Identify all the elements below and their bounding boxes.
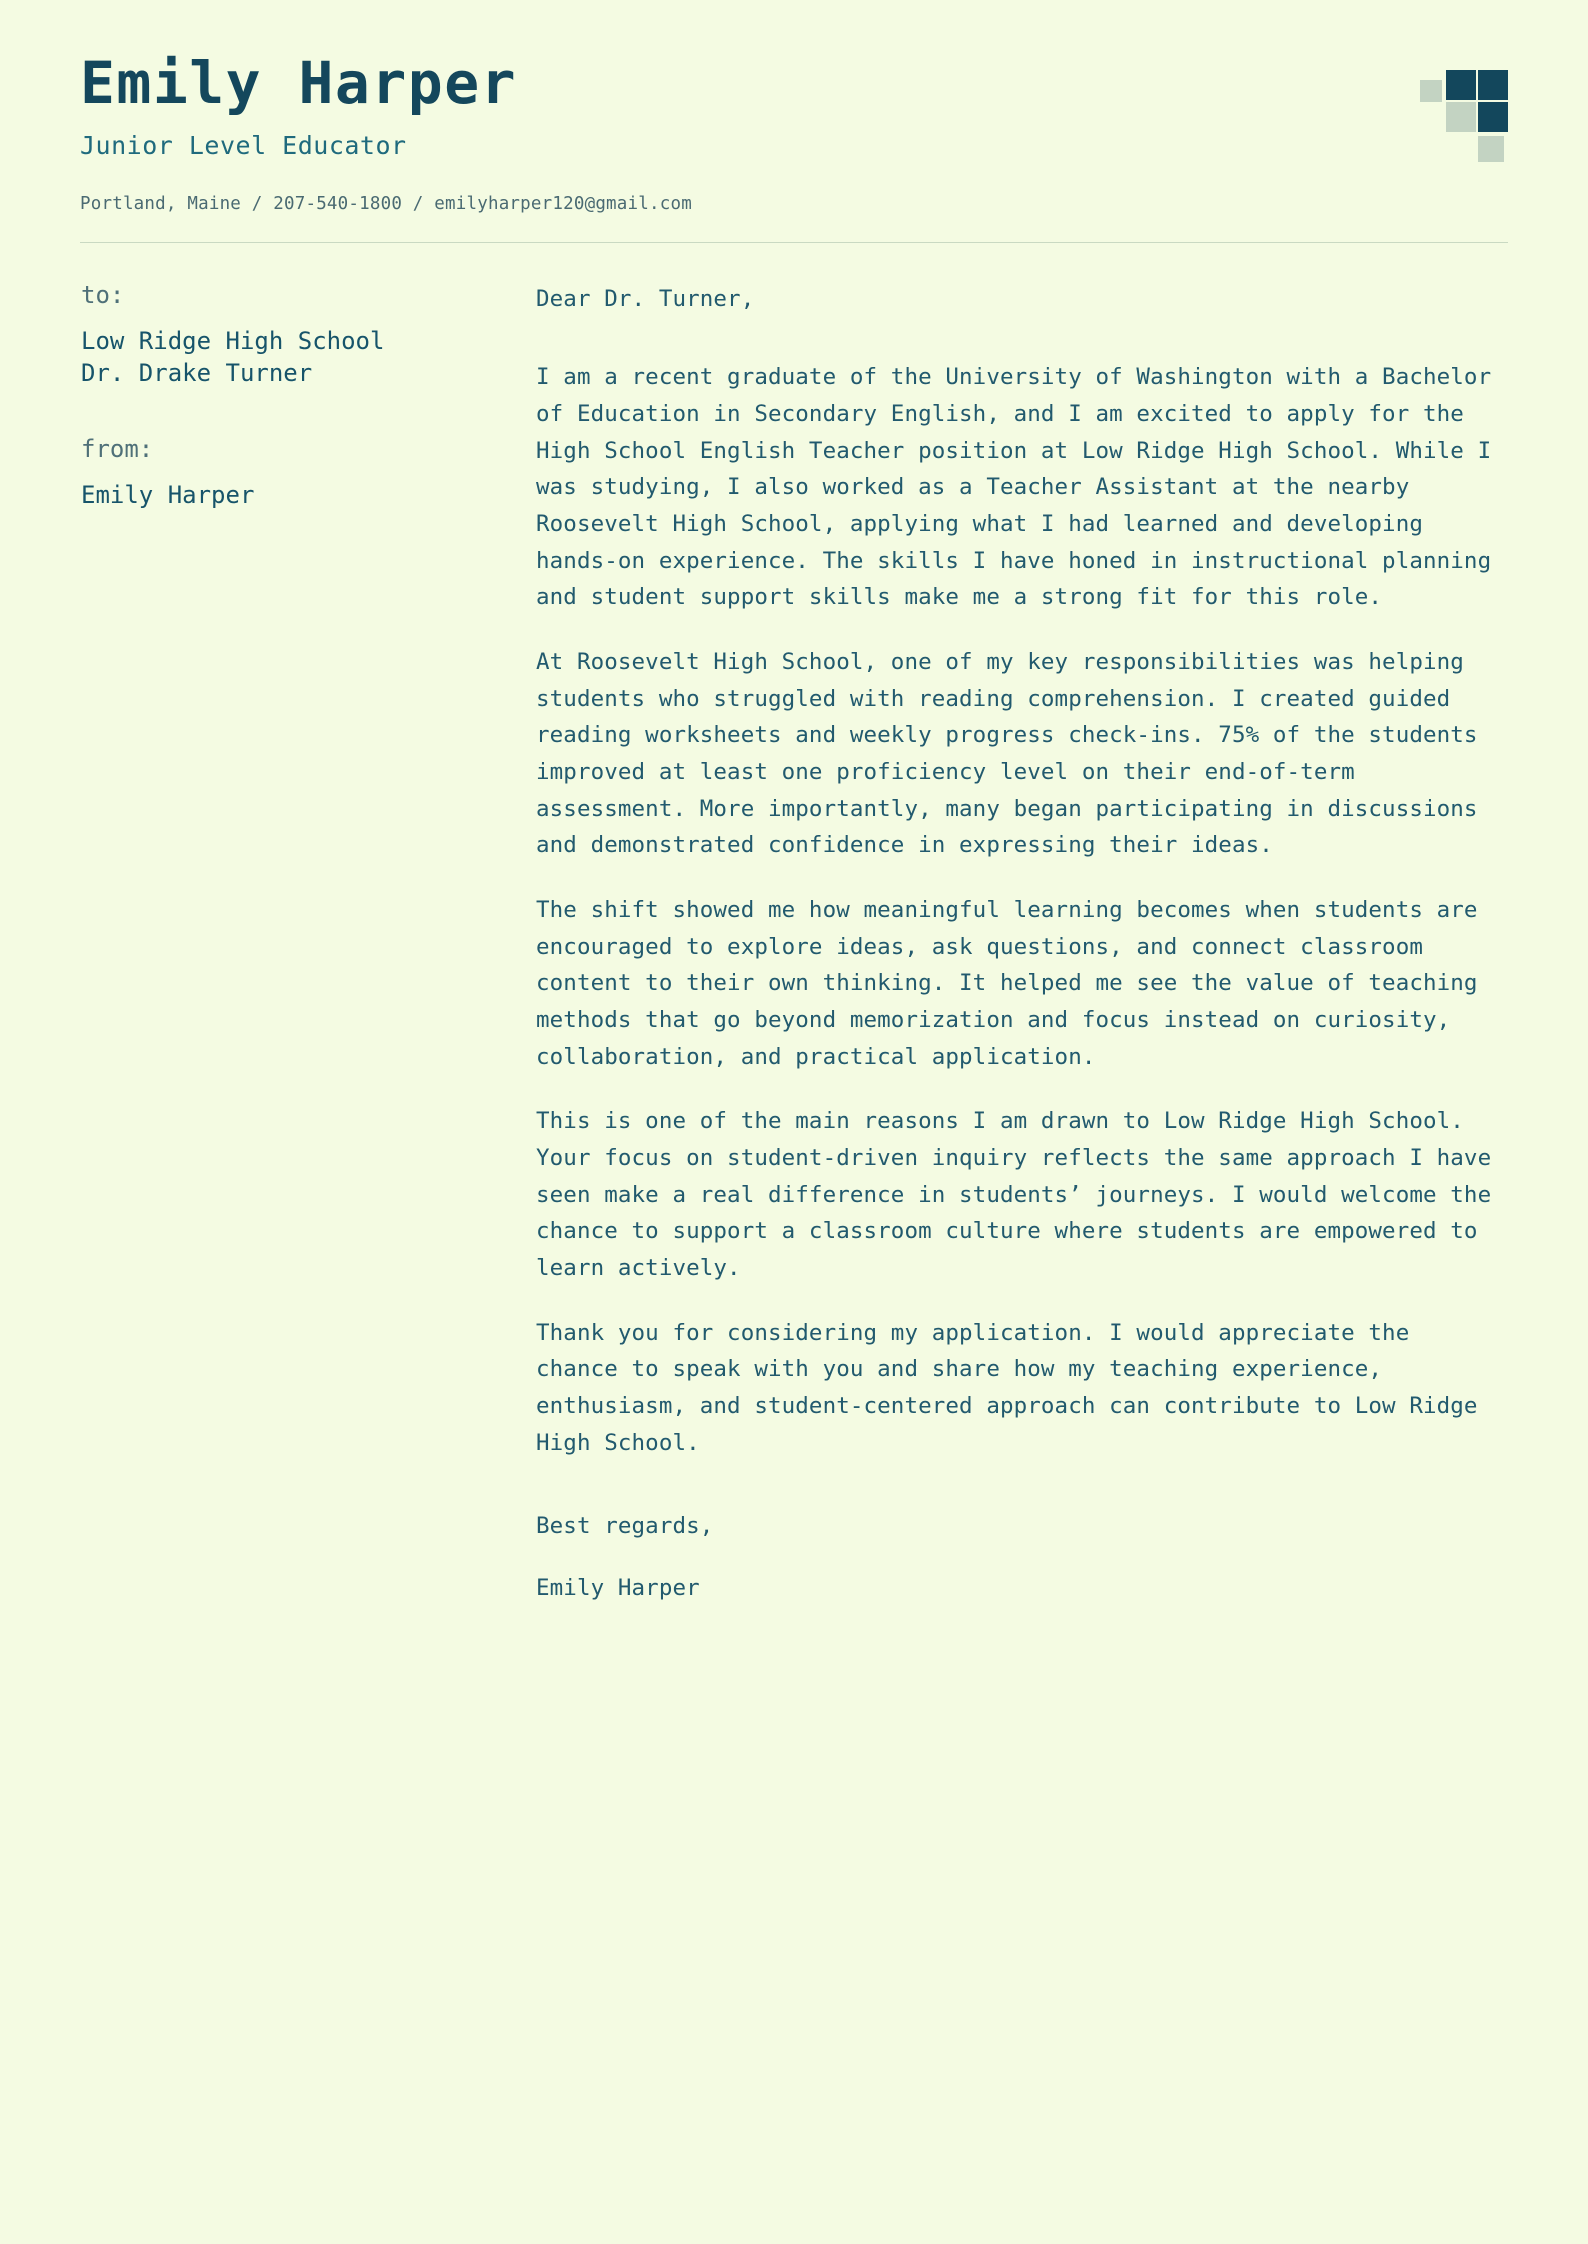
page-title: Emily Harper <box>80 49 518 117</box>
logo-square-2 <box>1446 70 1476 100</box>
recipient-company: Low Ridge High School <box>81 326 385 355</box>
closing-line: Best regards, <box>536 1512 714 1539</box>
sender-person: Emily Harper <box>81 481 255 510</box>
recipient-block <box>81 281 536 390</box>
salutation: Dear Dr. Turner, <box>536 285 755 312</box>
logo-mark-icon <box>1420 62 1506 172</box>
logo-square-3 <box>1478 70 1508 100</box>
letter-body <box>536 281 1508 1607</box>
document-header <box>80 0 1508 214</box>
logo-square-1 <box>1420 80 1442 102</box>
letter-paragraph: Thank you for considering my application. I would appreciate the chance to speak with you and share how my teaching experience, enthusiasm, and student-centered approach can contribute to Low Ridge High School. <box>536 1319 1478 1456</box>
sender-block <box>81 435 536 511</box>
to-label: to: <box>81 280 125 309</box>
letter-paragraph: The shift showed me how meaningful learning becomes when students are encouraged to explore ideas, ask questions, and connect classroom content to their own thinking. It helped me see the value of teaching methods that go beyond memorization and focus instead on curiosity, collaboration, and practical application. <box>536 897 1478 1070</box>
logo-square-4 <box>1446 102 1476 132</box>
letter-paragraph: At Roosevelt High School, one of my key responsibilities was helping students who struggled with reading comprehension. I created guided reading worksheets and weekly progress check-ins. 75% of the students improved at least one proficiency level on their end-of-term assessment. More importantly, many began participating in discussions and demonstrated confidence in expressing their ideas. <box>536 649 1478 859</box>
document-body <box>80 281 1508 1607</box>
logo-square-6 <box>1478 136 1504 162</box>
job-title: Junior Level Educator <box>80 130 407 160</box>
header-divider <box>80 242 1508 243</box>
logo-square-5 <box>1478 102 1508 132</box>
letter-paragraph: I am a recent graduate of the University of Washington with a Bachelor of Education in Secondary English, and I am excited to apply for the High School English Teacher position at Low Ridge High School. While I was studying, I also worked as a Teacher Assistant at the nearby Roosevelt High School, applying what I had learned and developing hands-on experience. The skills I have honed in instructional planning and student support skills make me a strong fit for this role. <box>536 364 1492 611</box>
contact-line: Portland, Maine / 207-540-1800 / emilyharper120@gmail.com <box>80 193 692 214</box>
letter-paragraph: This is one of the main reasons I am drawn to Low Ridge High School. Your focus on student-driven inquiry reflects the same approach I have seen make a real difference in students’ journeys. I would welcome the chance to support a classroom culture where students are empowered to learn actively. <box>536 1108 1492 1282</box>
from-label: from: <box>81 435 154 464</box>
address-sidebar <box>80 281 536 1607</box>
recipient-person: Dr. Drake Turner <box>81 359 313 388</box>
signature-name: Emily Harper <box>536 1575 700 1602</box>
